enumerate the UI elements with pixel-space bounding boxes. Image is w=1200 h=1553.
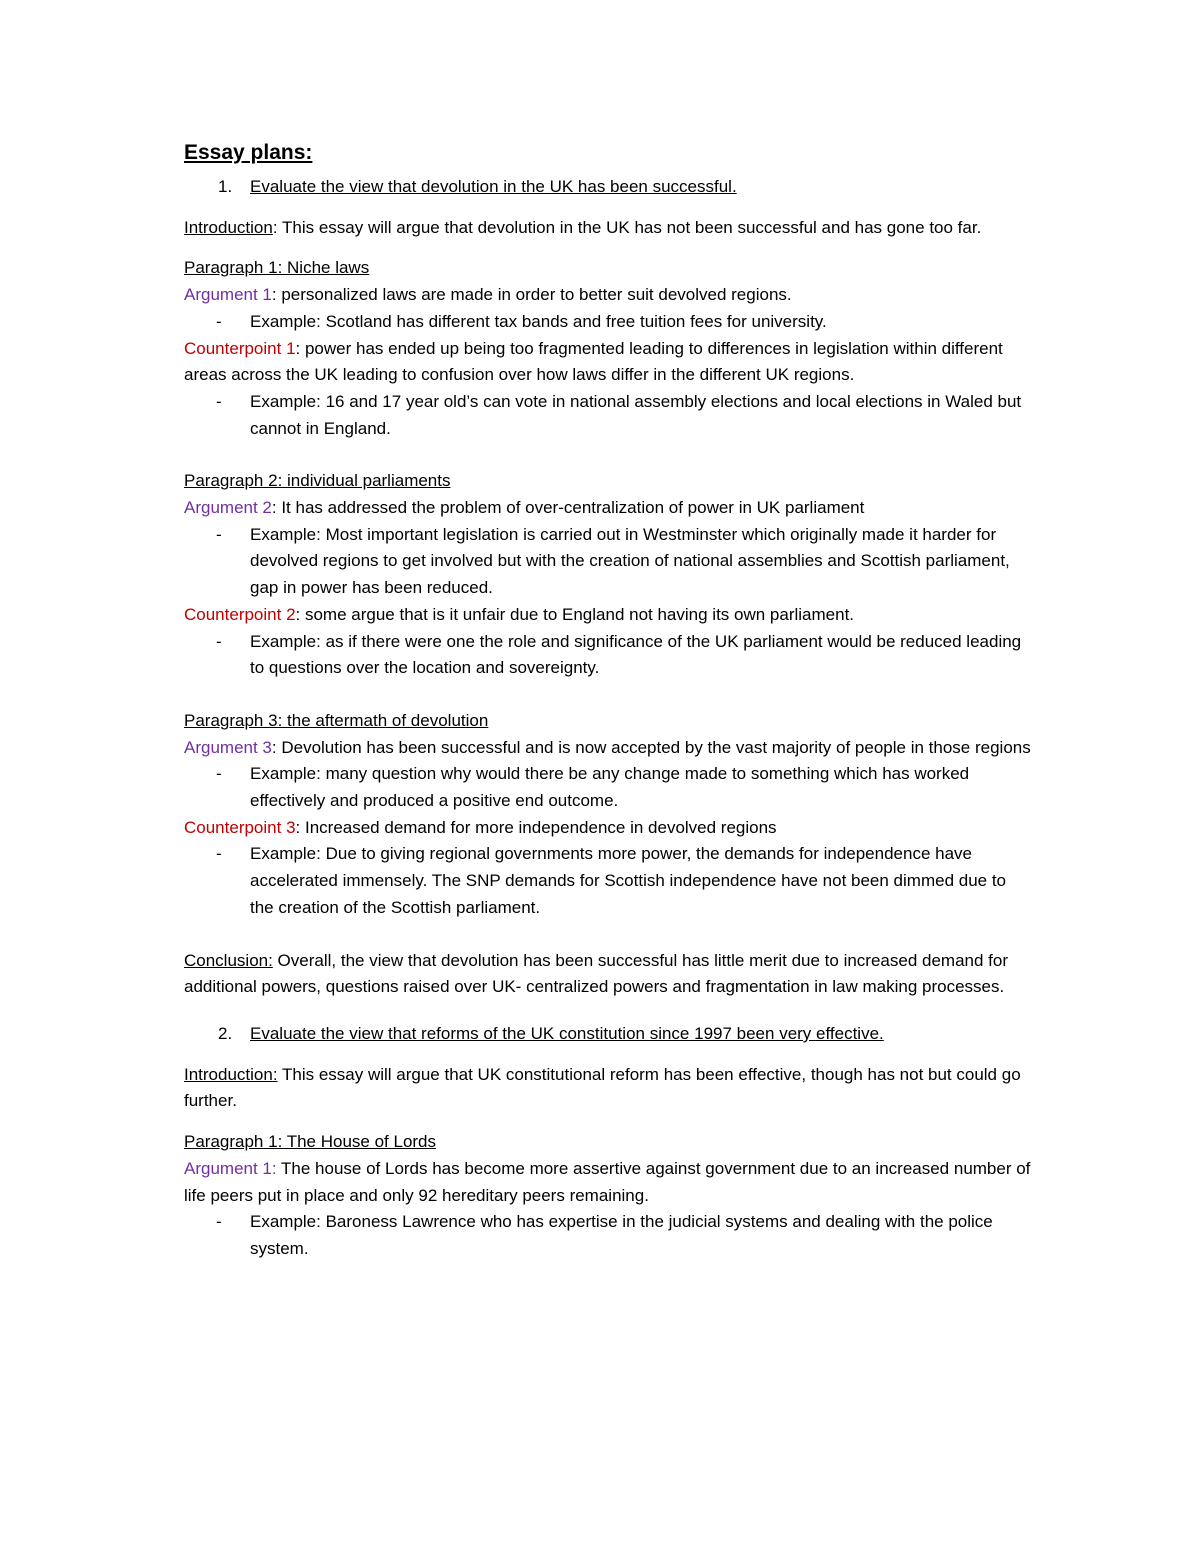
introduction-label: Introduction:	[184, 1064, 278, 1084]
introduction-label: Introduction	[184, 217, 273, 237]
question-1	[184, 174, 1034, 201]
example-text: Example: Most important legislation is carried out in Westminster which originally made it harder for devolved regions to get involved but with the creation of national assemblies and Scottish parliament, gap in power has been reduced.	[250, 524, 1010, 598]
bullet-dash: -	[216, 844, 222, 864]
example-text: Example: Baroness Lawrence who has expertise in the judicial systems and dealing with the police system.	[250, 1212, 993, 1258]
conclusion-text: Overall, the view that devolution has been successful has little merit due to increased demand for additional powers, questions raised over UK- centralized powers and fragmentation in law making processes.	[184, 950, 1009, 997]
argument-text: : It has addressed the problem of over-centralization of power in UK parliament	[271, 498, 865, 518]
conclusion	[184, 948, 1034, 1001]
example-item	[184, 841, 1034, 921]
argument	[184, 495, 1034, 522]
paragraph-heading: Paragraph 3: the aftermath of devolution	[184, 710, 489, 730]
paragraph-block	[184, 468, 1034, 682]
introduction-text: : This essay will argue that devolution in the UK has not been successful and has gone too far.	[272, 217, 982, 237]
argument-label: Argument 1:	[184, 1158, 277, 1178]
counterpoint	[184, 815, 1034, 842]
conclusion-label: Conclusion:	[184, 950, 273, 970]
argument	[184, 1156, 1034, 1209]
document-body	[184, 128, 1034, 1263]
argument-text: The house of Lords has become more assertive against government due to an increased number of life peers put in place and only 92 hereditary peers remaining.	[184, 1158, 1031, 1205]
introduction	[184, 1062, 1034, 1115]
argument-label: Argument 3	[184, 737, 272, 757]
example-text: Example: many question why would there be any change made to something which has worked effectively and produced a positive end outcome.	[250, 764, 970, 811]
example-text: Example: Due to giving regional governments more power, the demands for independence have accelerated immensely. The SNP demands for Scottish independence have not been dimmed due to the creation of the Scottish parliament.	[250, 844, 1007, 917]
counterpoint-label: Counterpoint 3	[184, 817, 296, 837]
example-item	[184, 522, 1034, 602]
bullet-dash: -	[216, 764, 222, 784]
paragraph-block	[184, 255, 1034, 442]
paragraph-block	[184, 1129, 1034, 1263]
question-text: Evaluate the view that devolution in the UK has been successful.	[250, 177, 737, 196]
example-text: Example: Scotland has different tax bands and free tuition fees for university.	[250, 311, 827, 331]
example-item	[184, 389, 1034, 442]
example-text: Example: as if there were one the role and significance of the UK parliament would be reduced leading to questions over the location and sovereignty.	[250, 631, 1022, 678]
counterpoint-label: Counterpoint 1	[184, 338, 296, 358]
counterpoint-text: : Increased demand for more independence in devolved regions	[295, 817, 777, 837]
question-number: 1.	[218, 177, 233, 196]
paragraph-heading: Paragraph 2: individual parliaments	[184, 471, 451, 491]
example-item	[184, 1209, 1034, 1262]
bullet-dash: -	[216, 631, 222, 651]
paragraph-heading: Paragraph 1: The House of Lords	[184, 1132, 437, 1152]
question-2	[184, 1021, 1034, 1048]
bullet-dash: -	[216, 1212, 222, 1232]
bullet-dash: -	[216, 391, 222, 411]
counterpoint-text: : power has ended up being too fragmented leading to differences in legislation within different areas across the UK leading to confusion over how laws differ in the different UK regions.	[184, 338, 1003, 385]
argument-text: : Devolution has been successful and is now accepted by the vast majority of people in those regions	[271, 737, 1031, 757]
argument-text: : personalized laws are made in order to better suit devolved regions.	[271, 285, 792, 305]
bullet-dash: -	[216, 524, 222, 544]
counterpoint-text: : some argue that is it unfair due to England not having its own parliament.	[295, 604, 855, 624]
counterpoint	[184, 602, 1034, 629]
page-title: Essay plans:	[184, 141, 313, 164]
introduction-text: This essay will argue that UK constitutional reform has been effective, though has not but could go further.	[184, 1064, 1021, 1111]
example-text: Example: 16 and 17 year old’s can vote in national assembly elections and local elections in Waled but cannot in England.	[250, 391, 1022, 438]
example-item	[184, 629, 1034, 682]
example-item	[184, 761, 1034, 814]
counterpoint	[184, 336, 1034, 389]
question-number: 2.	[218, 1023, 233, 1043]
bullet-dash: -	[216, 311, 222, 331]
argument-label: Argument 1	[184, 285, 272, 305]
paragraph-block	[184, 708, 1034, 922]
introduction	[184, 215, 1034, 242]
counterpoint-label: Counterpoint 2	[184, 604, 296, 624]
question-text: Evaluate the view that reforms of the UK constitution since 1997 been very effective.	[250, 1023, 884, 1043]
argument	[184, 282, 1034, 309]
example-item	[184, 309, 1034, 336]
paragraph-heading: Paragraph 1: Niche laws	[184, 258, 370, 278]
argument-label: Argument 2	[184, 498, 272, 518]
argument	[184, 735, 1034, 762]
